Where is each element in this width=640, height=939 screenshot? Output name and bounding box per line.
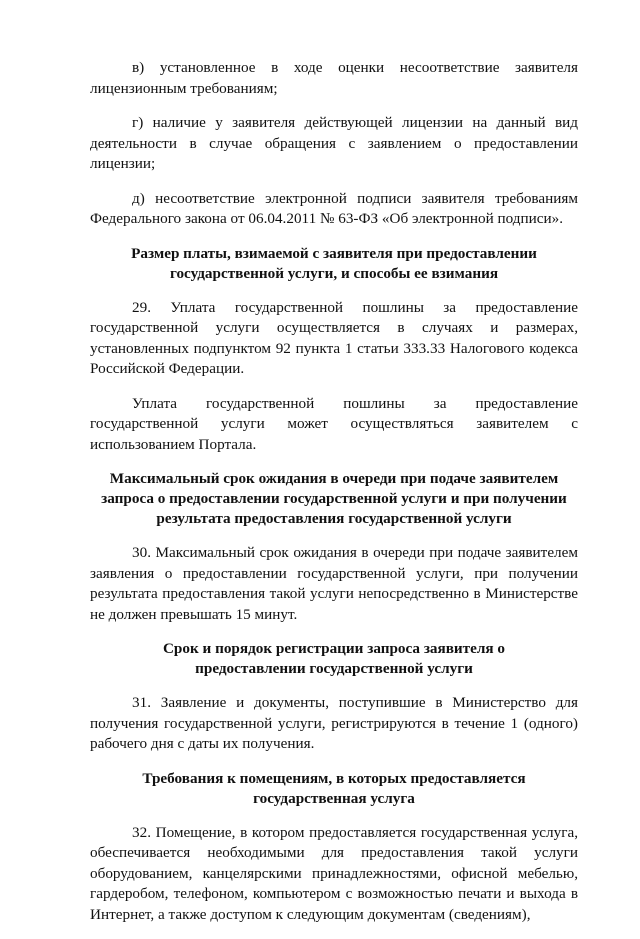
paragraph-29: 29. Уплата государственной пошлины за предоставление государственной услуги осуществляется в случаях и размерах, установленных подпунктом 92 пункта 1 статьи 333.33 Налогового кодекса Российской Федерации. bbox=[90, 298, 578, 377]
section-heading-queue bbox=[90, 469, 578, 529]
section-heading-fee bbox=[90, 244, 578, 284]
paragraph-d: д) несоответствие электронной подписи заявителя требованиям Федерального закона от 06.04.2011 № 63-ФЗ «Об электронной подписи». bbox=[90, 189, 578, 227]
heading-line: предоставлении государственной услуги bbox=[195, 660, 473, 677]
heading-line: Требования к помещениям, в которых предоставляется bbox=[142, 769, 526, 787]
heading-line: результата предоставления государственной услуги bbox=[156, 510, 512, 527]
heading-line: государственная услуга bbox=[253, 789, 415, 807]
heading-line: Срок и порядок регистрации запроса заявителя о bbox=[162, 640, 506, 657]
paragraph-v: в) установленное в ходе оценки несоответствие заявителя лицензионным требованиям; bbox=[90, 59, 578, 97]
heading-line: запроса о предоставлении государственной услуги и при получении bbox=[101, 490, 567, 507]
heading-line: Максимальный срок ожидания в очереди при подаче заявителем bbox=[109, 470, 559, 487]
section-heading-premises bbox=[90, 769, 578, 809]
paragraph-31: 31. Заявление и документы, поступившие в Министерство для получения государственной услуги, регистрируются в течение 1 (одного) рабочего дня с даты их получения. bbox=[90, 694, 578, 752]
paragraph-29-portal: Уплата государственной пошлины за предоставление государственной услуги может осуществляться заявителем с использованием Портала. bbox=[90, 394, 578, 453]
paragraph-30: 30. Максимальный срок ожидания в очереди при подаче заявителем заявления о предоставлении государственной услуги, при получении результата предоставления такой услуги непосредственно в Министерстве не должен превышать 15 минут. bbox=[90, 544, 578, 623]
heading-line: Размер платы, взимаемой с заявителя при предоставлении bbox=[131, 244, 537, 262]
section-heading-registration bbox=[90, 639, 578, 679]
document-page bbox=[90, 58, 578, 939]
paragraph-32: 32. Помещение, в котором предоставляется государственная услуга, обеспечивается необходимыми для предоставления такой услуги оборудованием, канцелярскими принадлежностями, офисной мебелью, гардеробом, телефоном, компьютером с возможностью печати и выхода в Интернет, а также доступом к следующим документам (сведениям), bbox=[90, 823, 578, 923]
paragraph-g: г) наличие у заявителя действующей лицензии на данный вид деятельности в случае обращения с заявлением о предоставлении лицензии; bbox=[90, 114, 578, 172]
heading-line: государственной услуги, и способы ее взимания bbox=[169, 264, 499, 282]
